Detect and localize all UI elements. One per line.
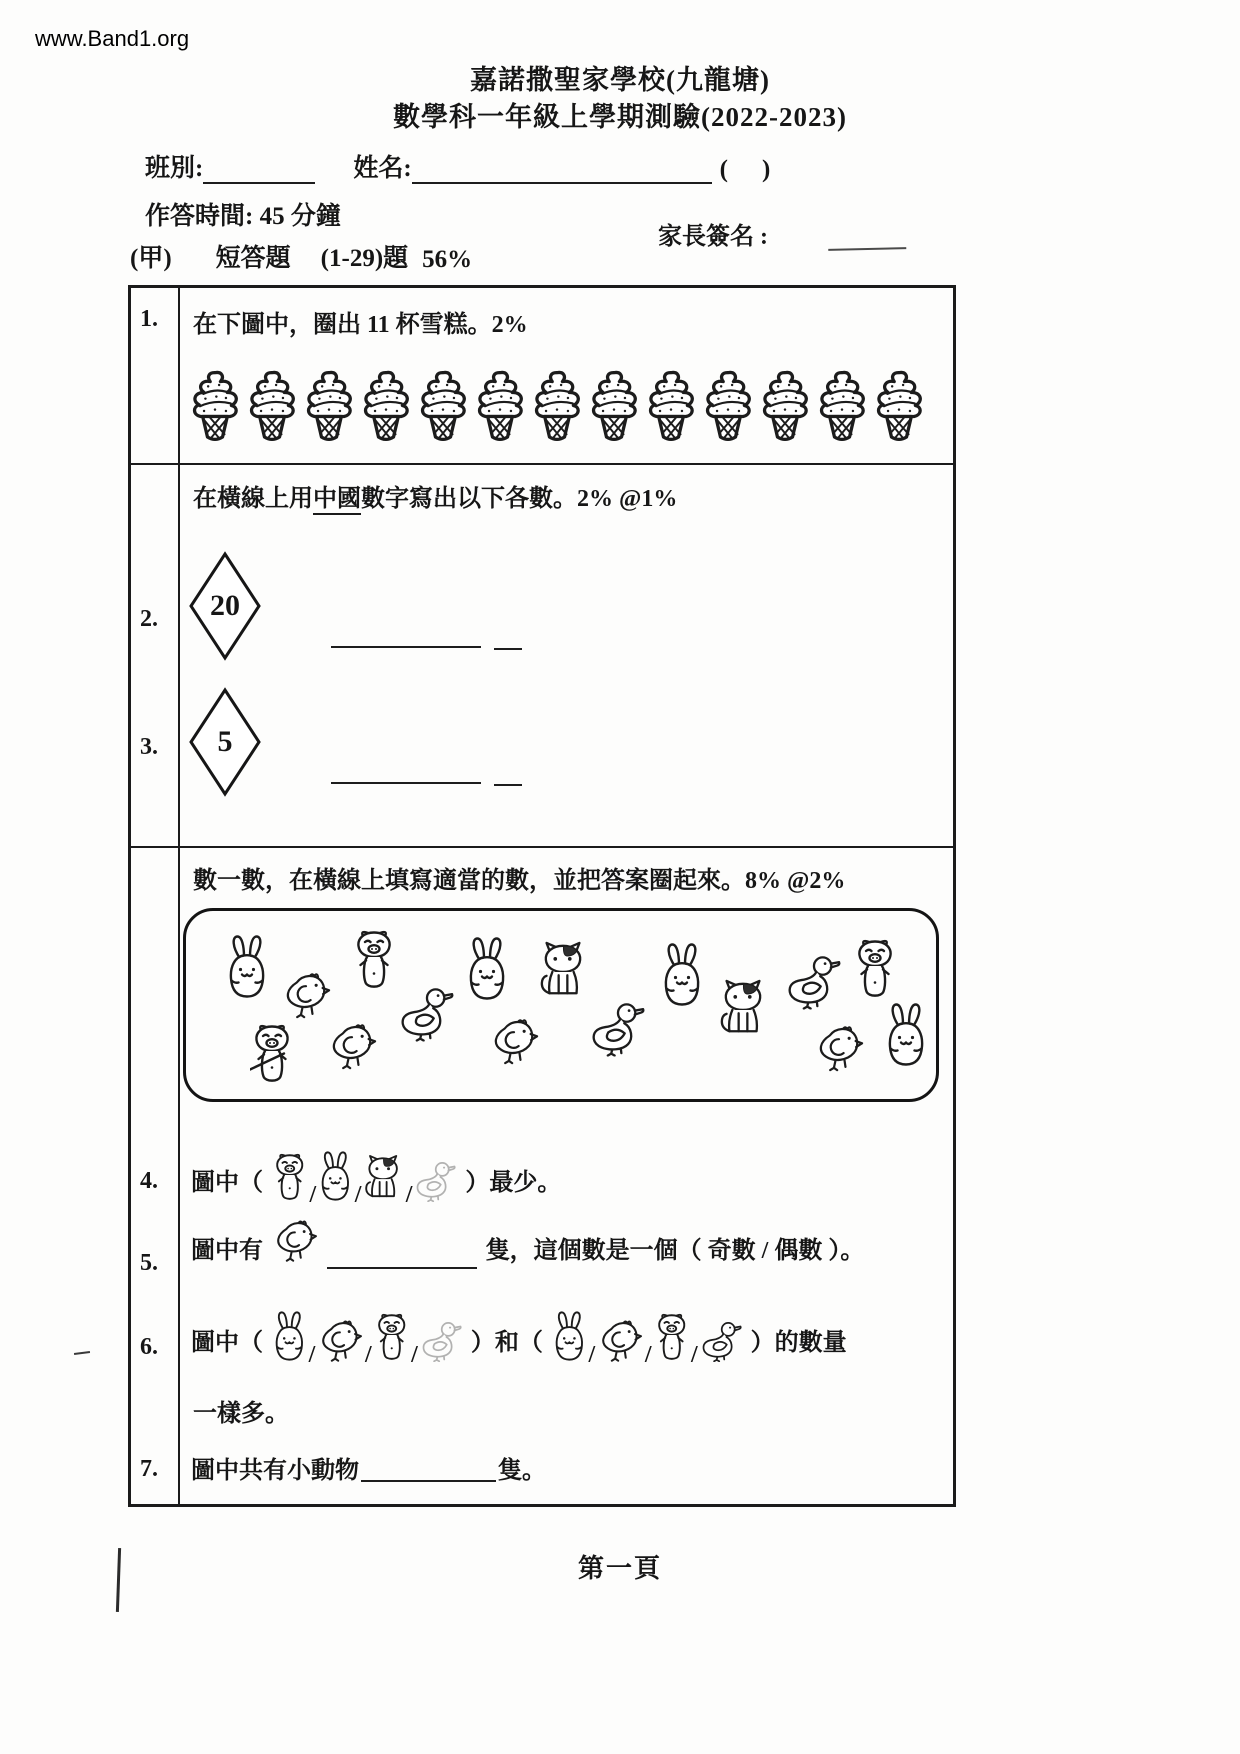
boxed-rabbit	[884, 1001, 928, 1072]
q4-number: 4.	[140, 1168, 158, 1194]
name-blank	[412, 156, 712, 184]
name-label: 姓名:	[353, 155, 412, 182]
chick-icon	[281, 971, 331, 1019]
rabbit-icon	[660, 941, 704, 1007]
q2-answer-blank-tail	[494, 622, 522, 650]
q5-chick-icon-slot	[272, 1218, 318, 1269]
pig-icon	[272, 1152, 307, 1202]
student-info-line	[145, 148, 804, 184]
rabbit-icon	[884, 1001, 928, 1067]
parent-signature-blank	[828, 221, 907, 251]
q6-animal-group-2	[552, 1310, 742, 1369]
chick-icon	[317, 1318, 363, 1362]
pig-icon	[352, 928, 396, 990]
q6-animal-group-1	[272, 1310, 462, 1369]
option-separator: /	[411, 1342, 418, 1368]
q4-text: 圖中（ / / / ）最少。	[191, 1150, 561, 1209]
row-divider-2	[131, 846, 953, 848]
scan-artifact	[74, 1351, 90, 1355]
icecream-icon	[474, 366, 526, 456]
icecream-icon	[588, 366, 640, 456]
q47-instruction: 數一數，在橫線上填寫適當的數，並把答案圈起來。8% @2%	[193, 868, 846, 894]
class-label: 班別:	[145, 155, 204, 182]
time-allowed-label: 作答時間: 45 分鐘	[145, 203, 341, 230]
q3-diamond-value: 5	[217, 725, 233, 758]
icecream-icon	[645, 366, 697, 456]
rabbit-icon	[318, 1150, 353, 1202]
boxed-chick	[281, 971, 331, 1024]
cat-icon	[718, 978, 768, 1038]
boxed-chick	[814, 1024, 864, 1077]
q6-text-continued: 一樣多。	[193, 1401, 289, 1427]
class-blank	[203, 156, 315, 184]
icecream-row	[189, 366, 925, 456]
q3-diamond-card	[186, 686, 264, 798]
boxed-duck	[589, 1001, 645, 1062]
pig-icon	[374, 1312, 409, 1362]
rabbit-icon	[225, 934, 269, 1000]
q7-answer-blank	[361, 1454, 496, 1482]
duck-icon	[700, 1320, 742, 1362]
q2-number: 2.	[140, 606, 158, 632]
q6-text: 圖中（ / / / ）和（ / / / ）的數量	[191, 1310, 847, 1369]
q5-text: 圖中有 隻，這個數是一個（ 奇數 / 偶數 ）。	[191, 1218, 864, 1269]
q2-diamond-card	[186, 550, 264, 662]
row-divider-1	[131, 463, 953, 465]
section-a-label: (甲)	[130, 245, 172, 272]
q5-number: 5.	[140, 1250, 158, 1276]
q23-instruction: 在橫線上用中國數字寫出以下各數。2% @1%	[193, 478, 677, 513]
boxed-chick	[327, 1022, 377, 1075]
boxed-cat	[537, 941, 587, 1006]
pig-icon	[654, 1312, 689, 1362]
footer-page-number: 第一頁	[577, 1554, 662, 1583]
watermark: www.Band1.org	[35, 26, 190, 51]
boxed-pig	[853, 938, 897, 1005]
parent-signature-label: 家長簽名 :	[658, 224, 768, 250]
option-separator: /	[308, 1342, 316, 1368]
chick-icon	[327, 1022, 377, 1070]
icecream-icon	[816, 366, 868, 456]
chick-icon	[814, 1024, 864, 1072]
duck-icon	[589, 1001, 645, 1057]
question-table	[128, 285, 956, 1507]
icecream-icon	[873, 366, 925, 456]
boxed-rabbit	[225, 934, 269, 1005]
icecream-icon	[759, 366, 811, 456]
number-column-divider	[178, 288, 180, 1504]
option-separator: /	[690, 1342, 698, 1368]
boxed-rabbit	[465, 936, 509, 1007]
q3-answer-blank-tail	[494, 758, 522, 786]
option-separator: /	[365, 1342, 372, 1368]
icecream-icon	[417, 366, 469, 456]
section-a-range: (1-29)題	[320, 245, 409, 272]
chick-icon	[597, 1318, 643, 1362]
option-separator: /	[588, 1342, 596, 1368]
rabbit-icon	[465, 936, 509, 1002]
q2-answer-blank	[331, 620, 481, 648]
q3-number: 3.	[140, 734, 158, 760]
icecream-icon	[531, 366, 583, 456]
rabbit-icon	[552, 1310, 587, 1362]
section-a-title: 短答題	[215, 245, 291, 272]
rabbit-icon	[272, 1310, 307, 1362]
exam-title: 數學科一年級上學期測驗(2022-2023)	[393, 102, 847, 132]
section-a-heading	[130, 238, 472, 274]
pig-stick-icon	[250, 1022, 294, 1084]
q2-diamond-value: 20	[210, 589, 240, 622]
icecream-icon	[360, 366, 412, 456]
boxed-chick	[489, 1016, 539, 1069]
cat-icon	[537, 941, 587, 1001]
boxed-duck	[398, 986, 454, 1047]
option-separator: /	[309, 1182, 317, 1208]
boxed-cat	[718, 978, 768, 1043]
option-separator: /	[644, 1342, 652, 1368]
q7-number: 7.	[140, 1456, 158, 1482]
chick-icon	[489, 1016, 539, 1064]
animal-picture-box	[183, 908, 939, 1102]
boxed-duck	[785, 954, 841, 1015]
duck-icon	[398, 986, 454, 1042]
underlined-word: 中國	[313, 486, 361, 515]
q1-number: 1.	[140, 306, 158, 332]
q3-answer-blank	[331, 756, 481, 784]
icecream-icon	[246, 366, 298, 456]
option-separator: /	[405, 1182, 413, 1208]
chick-icon	[272, 1218, 318, 1262]
section-a-percent: 56%	[422, 246, 473, 273]
q6-number: 6.	[140, 1334, 158, 1360]
icecream-icon	[702, 366, 754, 456]
duck-faint-icon	[420, 1320, 462, 1362]
boxed-pig	[352, 928, 396, 995]
option-separator: /	[354, 1182, 362, 1208]
cat-icon	[363, 1154, 403, 1202]
icecream-icon	[303, 366, 355, 456]
duck-faint-icon	[414, 1160, 456, 1202]
q5-answer-blank	[327, 1241, 477, 1269]
school-title: 嘉諾撒聖家學校(九龍塘)	[470, 65, 770, 95]
icecream-icon	[189, 366, 241, 456]
pig-icon	[853, 938, 897, 1000]
class-number-parens: ()	[719, 156, 805, 183]
q4-animal-options	[272, 1150, 456, 1209]
boxed-rabbit	[660, 941, 704, 1012]
boxed-pig-stick	[250, 1022, 294, 1089]
duck-icon	[785, 954, 841, 1010]
q7-text: 圖中共有小動物 隻。	[191, 1450, 546, 1485]
q1-text: 在下圖中，圈出 11 杯雪糕。2%	[193, 312, 528, 338]
